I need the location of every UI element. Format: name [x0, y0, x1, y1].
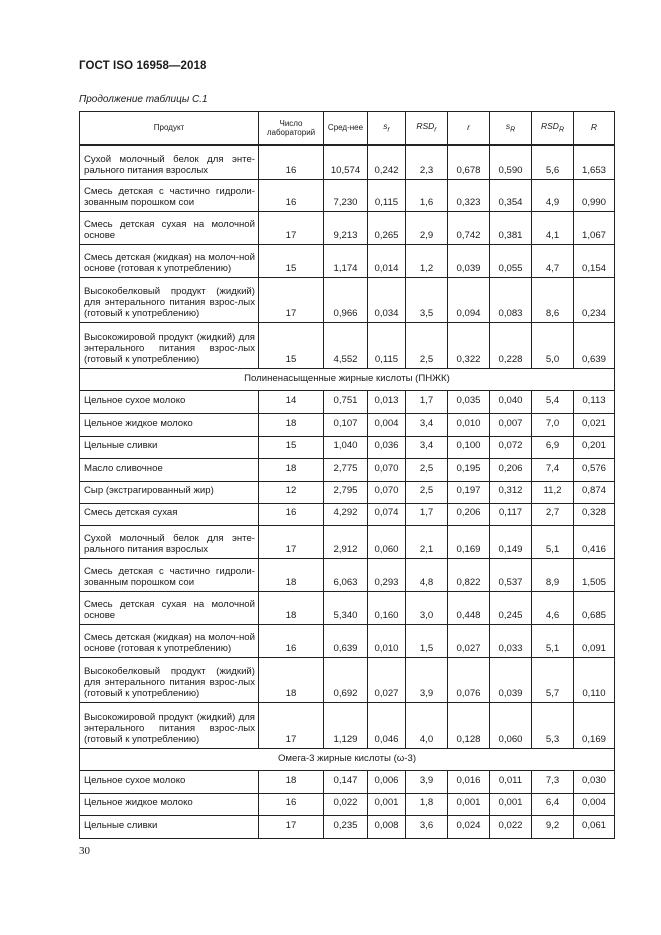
- value-cell-R: 0,990: [574, 179, 615, 211]
- value-cell-mean: 6,063: [324, 558, 368, 591]
- value-cell-labs: 14: [259, 390, 324, 413]
- value-cell-mean: 2,795: [324, 481, 368, 503]
- value-cell-rsdr: 1,2: [406, 244, 448, 277]
- value-cell-rsdR: 4,1: [532, 211, 574, 244]
- value-cell-rsdR: 5,1: [532, 624, 574, 657]
- table-row: [80, 503, 615, 525]
- value-cell-r: 0,024: [448, 815, 490, 838]
- value-cell-labs: 16: [259, 624, 324, 657]
- value-cell-mean: 0,751: [324, 390, 368, 413]
- col-header-mean: Сред-нее: [324, 112, 368, 146]
- product-cell: Высокожировой продукт (жидкий) для энтерального питания взрос-лых (готовый к употреблению): [80, 322, 259, 368]
- value-cell-sr: 0,006: [368, 770, 406, 793]
- value-cell-rsdR: 4,7: [532, 244, 574, 277]
- col-header-rsdR: $RSD_R$: [532, 112, 574, 146]
- table-row: [80, 591, 615, 624]
- value-cell-mean: 2,912: [324, 525, 368, 558]
- value-cell-r: 0,027: [448, 624, 490, 657]
- value-cell-rsdR: 5,6: [532, 145, 574, 179]
- value-cell-r: 0,094: [448, 277, 490, 322]
- value-cell-rsdR: 9,2: [532, 815, 574, 838]
- table-row: [80, 322, 615, 368]
- value-cell-rsdR: 7,3: [532, 770, 574, 793]
- value-cell-labs: 17: [259, 702, 324, 748]
- value-cell-r: 0,100: [448, 436, 490, 458]
- value-cell-sr: 0,070: [368, 458, 406, 481]
- value-cell-rsdR: 6,9: [532, 436, 574, 458]
- value-cell-sR: 0,033: [490, 624, 532, 657]
- value-cell-rsdR: 5,0: [532, 322, 574, 368]
- table-row: [80, 458, 615, 481]
- value-cell-r: 0,169: [448, 525, 490, 558]
- value-cell-labs: 16: [259, 179, 324, 211]
- value-cell-sr: 0,008: [368, 815, 406, 838]
- value-cell-rsdr: 3,4: [406, 436, 448, 458]
- value-cell-r: 0,678: [448, 145, 490, 179]
- value-cell-labs: 18: [259, 558, 324, 591]
- product-cell: Смесь детская (жидкая) на молоч-ной основе (готовая к употреблению): [80, 624, 259, 657]
- value-cell-r: 0,010: [448, 413, 490, 436]
- value-cell-labs: 16: [259, 503, 324, 525]
- value-cell-sR: 0,354: [490, 179, 532, 211]
- value-cell-sr: 0,115: [368, 179, 406, 211]
- value-cell-sR: 0,039: [490, 657, 532, 702]
- value-cell-sR: 0,590: [490, 145, 532, 179]
- value-cell-rsdR: 11,2: [532, 481, 574, 503]
- value-cell-R: 0,874: [574, 481, 615, 503]
- section-title: Полиненасыщенные жирные кислоты (ПНЖК): [80, 368, 615, 390]
- product-cell: Смесь детская сухая на молочной основе: [80, 591, 259, 624]
- value-cell-R: 0,110: [574, 657, 615, 702]
- value-cell-sR: 0,072: [490, 436, 532, 458]
- value-cell-sr: 0,115: [368, 322, 406, 368]
- value-cell-rsdr: 4,8: [406, 558, 448, 591]
- value-cell-labs: 16: [259, 793, 324, 815]
- value-cell-labs: 18: [259, 657, 324, 702]
- value-cell-sR: 0,537: [490, 558, 532, 591]
- col-header-sR: $s_R$: [490, 112, 532, 146]
- value-cell-mean: 0,107: [324, 413, 368, 436]
- value-cell-r: 0,001: [448, 793, 490, 815]
- value-cell-R: 0,328: [574, 503, 615, 525]
- value-cell-mean: 0,966: [324, 277, 368, 322]
- product-cell: Цельное сухое молоко: [80, 770, 259, 793]
- col-header-labs: Число лабораторий: [259, 112, 324, 146]
- col-header-product: Продукт: [80, 112, 259, 146]
- value-cell-r: 0,035: [448, 390, 490, 413]
- value-cell-mean: 2,775: [324, 458, 368, 481]
- product-cell: Сыр (экстрагированный жир): [80, 481, 259, 503]
- product-cell: Масло сливочное: [80, 458, 259, 481]
- value-cell-sr: 0,265: [368, 211, 406, 244]
- value-cell-rsdR: 7,0: [532, 413, 574, 436]
- product-cell: Цельное жидкое молоко: [80, 413, 259, 436]
- value-cell-rsdR: 5,7: [532, 657, 574, 702]
- value-cell-R: 0,576: [574, 458, 615, 481]
- value-cell-labs: 15: [259, 436, 324, 458]
- value-cell-sr: 0,001: [368, 793, 406, 815]
- product-cell: Цельное сухое молоко: [80, 390, 259, 413]
- value-cell-labs: 18: [259, 413, 324, 436]
- value-cell-rsdr: 1,7: [406, 503, 448, 525]
- value-cell-labs: 16: [259, 145, 324, 179]
- value-cell-sr: 0,070: [368, 481, 406, 503]
- value-cell-sr: 0,010: [368, 624, 406, 657]
- value-cell-r: 0,016: [448, 770, 490, 793]
- value-cell-sr: 0,293: [368, 558, 406, 591]
- value-cell-mean: 0,147: [324, 770, 368, 793]
- value-cell-r: 0,742: [448, 211, 490, 244]
- value-cell-rsdr: 1,7: [406, 390, 448, 413]
- value-cell-r: 0,448: [448, 591, 490, 624]
- value-cell-rsdr: 4,0: [406, 702, 448, 748]
- value-cell-sR: 0,040: [490, 390, 532, 413]
- value-cell-sr: 0,013: [368, 390, 406, 413]
- value-cell-r: 0,197: [448, 481, 490, 503]
- table-row: [80, 770, 615, 793]
- value-cell-rsdR: 8,6: [532, 277, 574, 322]
- col-header-r: r: [448, 112, 490, 146]
- value-cell-rsdR: 4,9: [532, 179, 574, 211]
- value-cell-rsdR: 4,6: [532, 591, 574, 624]
- value-cell-R: 0,113: [574, 390, 615, 413]
- col-header-R: R: [574, 112, 615, 146]
- value-cell-R: 1,505: [574, 558, 615, 591]
- value-cell-rsdR: 2,7: [532, 503, 574, 525]
- product-cell: Цельные сливки: [80, 815, 259, 838]
- section-header-row: [80, 748, 615, 770]
- value-cell-r: 0,822: [448, 558, 490, 591]
- value-cell-R: 1,653: [574, 145, 615, 179]
- value-cell-rsdr: 1,8: [406, 793, 448, 815]
- value-cell-rsdR: 5,1: [532, 525, 574, 558]
- value-cell-labs: 18: [259, 591, 324, 624]
- value-cell-sr: 0,034: [368, 277, 406, 322]
- value-cell-labs: 17: [259, 525, 324, 558]
- value-cell-R: 1,067: [574, 211, 615, 244]
- value-cell-R: 0,091: [574, 624, 615, 657]
- value-cell-rsdr: 3,0: [406, 591, 448, 624]
- value-cell-sr: 0,074: [368, 503, 406, 525]
- value-cell-R: 0,021: [574, 413, 615, 436]
- table-row: [80, 277, 615, 322]
- value-cell-r: 0,206: [448, 503, 490, 525]
- value-cell-sr: 0,036: [368, 436, 406, 458]
- value-cell-mean: 5,340: [324, 591, 368, 624]
- value-cell-mean: 1,040: [324, 436, 368, 458]
- value-cell-sr: 0,046: [368, 702, 406, 748]
- product-cell: Смесь детская с частично гидроли-зованным порошком сои: [80, 179, 259, 211]
- value-cell-rsdr: 2,5: [406, 458, 448, 481]
- value-cell-mean: 7,230: [324, 179, 368, 211]
- value-cell-rsdr: 3,9: [406, 770, 448, 793]
- value-cell-R: 0,416: [574, 525, 615, 558]
- value-cell-rsdr: 2,1: [406, 525, 448, 558]
- product-cell: Смесь детская сухая на молочной основе: [80, 211, 259, 244]
- value-cell-sR: 0,083: [490, 277, 532, 322]
- value-cell-sr: 0,242: [368, 145, 406, 179]
- value-cell-mean: 1,129: [324, 702, 368, 748]
- value-cell-sR: 0,149: [490, 525, 532, 558]
- col-header-sr: $s_r$: [368, 112, 406, 146]
- value-cell-sR: 0,206: [490, 458, 532, 481]
- table-row: [80, 244, 615, 277]
- table-row: [80, 211, 615, 244]
- table-caption: Продолжение таблицы С.1: [79, 94, 208, 105]
- value-cell-sr: 0,060: [368, 525, 406, 558]
- value-cell-rsdr: 2,5: [406, 322, 448, 368]
- value-cell-sR: 0,011: [490, 770, 532, 793]
- table-row: [80, 525, 615, 558]
- table-header-row: [80, 112, 615, 146]
- product-cell: Цельные сливки: [80, 436, 259, 458]
- section-header-row: [80, 368, 615, 390]
- value-cell-labs: 18: [259, 458, 324, 481]
- value-cell-rsdr: 3,4: [406, 413, 448, 436]
- value-cell-mean: 0,235: [324, 815, 368, 838]
- value-cell-rsdr: 3,6: [406, 815, 448, 838]
- value-cell-R: 0,004: [574, 793, 615, 815]
- value-cell-mean: 0,022: [324, 793, 368, 815]
- table-row: [80, 558, 615, 591]
- table-row: [80, 145, 615, 179]
- table-row: [80, 815, 615, 838]
- value-cell-rsdr: 1,5: [406, 624, 448, 657]
- table-row: [80, 624, 615, 657]
- value-cell-sR: 0,001: [490, 793, 532, 815]
- value-cell-sR: 0,117: [490, 503, 532, 525]
- value-cell-R: 0,154: [574, 244, 615, 277]
- table-row: [80, 793, 615, 815]
- value-cell-r: 0,323: [448, 179, 490, 211]
- value-cell-rsdR: 7,4: [532, 458, 574, 481]
- page-number: 30: [79, 845, 90, 857]
- value-cell-sr: 0,004: [368, 413, 406, 436]
- value-cell-sR: 0,381: [490, 211, 532, 244]
- product-cell: Высокожировой продукт (жидкий) для энтерального питания взрос-лых (готовый к употреблению): [80, 702, 259, 748]
- value-cell-R: 0,201: [574, 436, 615, 458]
- value-cell-labs: 12: [259, 481, 324, 503]
- value-cell-rsdr: 2,9: [406, 211, 448, 244]
- table-row: [80, 481, 615, 503]
- document-header: ГОСТ ISO 16958—2018: [79, 60, 207, 72]
- value-cell-labs: 17: [259, 277, 324, 322]
- value-cell-R: 0,061: [574, 815, 615, 838]
- product-cell: Смесь детская (жидкая) на молоч-ной основе (готовая к употреблению): [80, 244, 259, 277]
- product-cell: Сухой молочный белок для энте-рального питания взрослых: [80, 145, 259, 179]
- product-cell: Высокобелковый продукт (жидкий) для энтерального питания взрос-лых (готовый к употреблению): [80, 657, 259, 702]
- value-cell-labs: 15: [259, 244, 324, 277]
- table-row: [80, 390, 615, 413]
- product-cell: Сухой молочный белок для энте-рального питания взрослых: [80, 525, 259, 558]
- value-cell-mean: 10,574: [324, 145, 368, 179]
- value-cell-sR: 0,022: [490, 815, 532, 838]
- value-cell-rsdR: 5,3: [532, 702, 574, 748]
- value-cell-sr: 0,027: [368, 657, 406, 702]
- section-title: Омега-3 жирные кислоты (ω-3): [80, 748, 615, 770]
- value-cell-R: 0,169: [574, 702, 615, 748]
- product-cell: Цельное жидкое молоко: [80, 793, 259, 815]
- value-cell-r: 0,128: [448, 702, 490, 748]
- value-cell-mean: 4,292: [324, 503, 368, 525]
- value-cell-mean: 0,692: [324, 657, 368, 702]
- table-row: [80, 657, 615, 702]
- value-cell-r: 0,322: [448, 322, 490, 368]
- table-row: [80, 413, 615, 436]
- value-cell-sR: 0,007: [490, 413, 532, 436]
- value-cell-rsdr: 2,5: [406, 481, 448, 503]
- product-cell: Смесь детская с частично гидроли-зованным порошком сои: [80, 558, 259, 591]
- value-cell-rsdr: 2,3: [406, 145, 448, 179]
- table-body: [80, 145, 615, 838]
- product-cell: Смесь детская сухая: [80, 503, 259, 525]
- table-row: [80, 179, 615, 211]
- value-cell-labs: 18: [259, 770, 324, 793]
- value-cell-sR: 0,312: [490, 481, 532, 503]
- value-cell-R: 0,234: [574, 277, 615, 322]
- value-cell-rsdr: 3,5: [406, 277, 448, 322]
- value-cell-r: 0,195: [448, 458, 490, 481]
- value-cell-labs: 15: [259, 322, 324, 368]
- value-cell-r: 0,076: [448, 657, 490, 702]
- value-cell-sR: 0,228: [490, 322, 532, 368]
- value-cell-labs: 17: [259, 211, 324, 244]
- value-cell-R: 0,639: [574, 322, 615, 368]
- results-table: [79, 111, 615, 839]
- value-cell-rsdr: 3,9: [406, 657, 448, 702]
- value-cell-rsdR: 5,4: [532, 390, 574, 413]
- value-cell-R: 0,030: [574, 770, 615, 793]
- value-cell-mean: 9,213: [324, 211, 368, 244]
- value-cell-r: 0,039: [448, 244, 490, 277]
- table-row: [80, 436, 615, 458]
- value-cell-rsdr: 1,6: [406, 179, 448, 211]
- table-row: [80, 702, 615, 748]
- value-cell-sR: 0,060: [490, 702, 532, 748]
- value-cell-sR: 0,055: [490, 244, 532, 277]
- value-cell-mean: 0,639: [324, 624, 368, 657]
- value-cell-mean: 1,174: [324, 244, 368, 277]
- value-cell-labs: 17: [259, 815, 324, 838]
- value-cell-R: 0,685: [574, 591, 615, 624]
- product-cell: Высокобелковый продукт (жидкий) для энтерального питания взрос-лых (готовый к употреблению): [80, 277, 259, 322]
- value-cell-sr: 0,160: [368, 591, 406, 624]
- value-cell-sr: 0,014: [368, 244, 406, 277]
- value-cell-mean: 4,552: [324, 322, 368, 368]
- col-header-rsdr: $RSD_r$: [406, 112, 448, 146]
- value-cell-sR: 0,245: [490, 591, 532, 624]
- value-cell-rsdR: 6,4: [532, 793, 574, 815]
- value-cell-rsdR: 8,9: [532, 558, 574, 591]
